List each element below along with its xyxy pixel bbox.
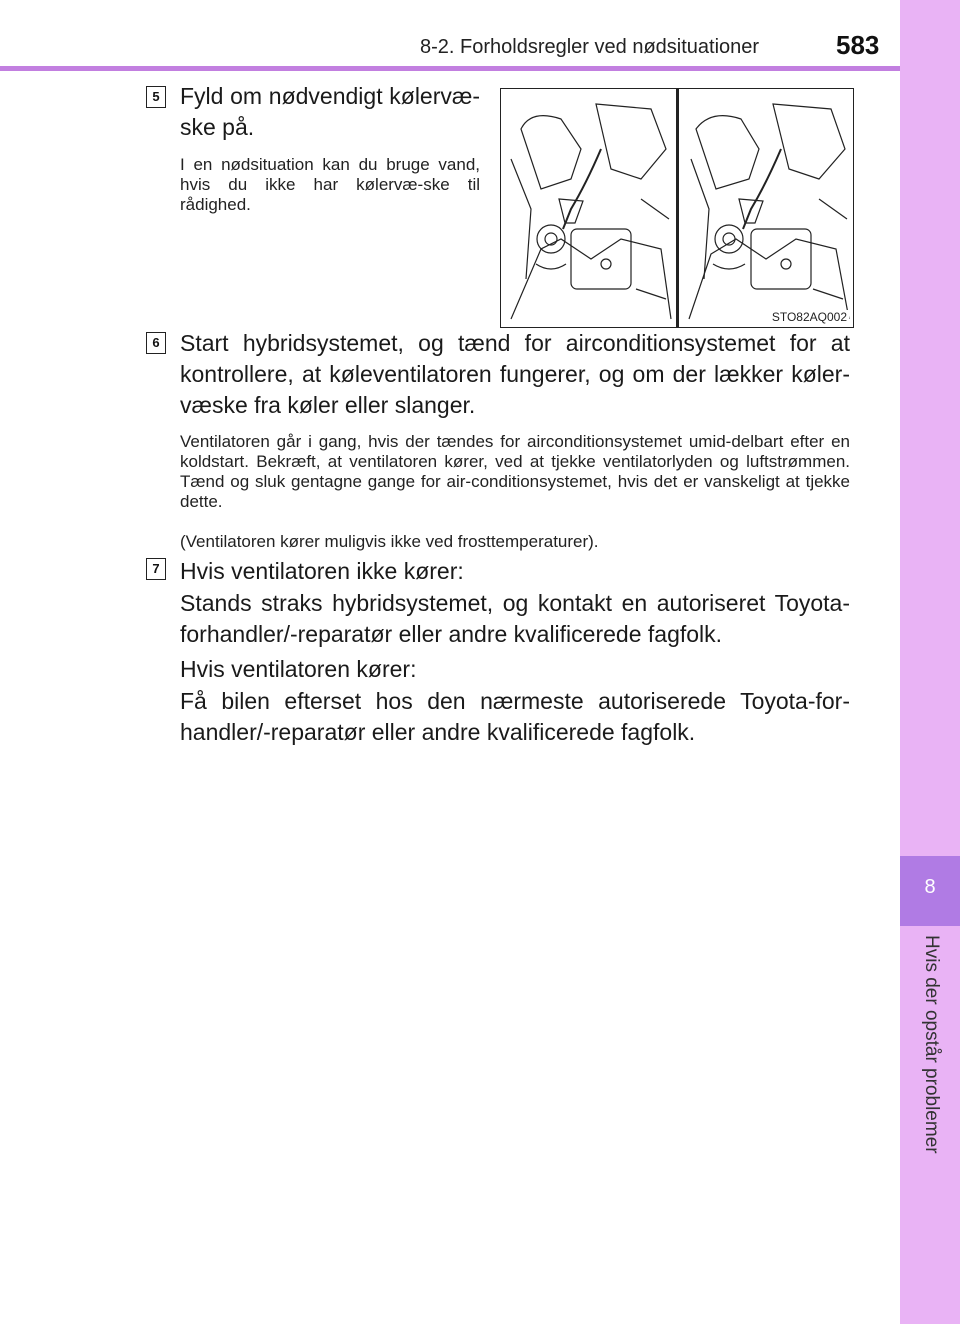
page-number: 583: [836, 30, 880, 60]
chapter-number: 8: [924, 876, 936, 898]
step-6-note: Ventilatoren går i gang, hvis der tændes for airconditionsystemet umid-delbart efter en koldstart. Bekræft, at ventilatoren kører, ved at tjekke ventilatorlyden og luftstrømmen. Tænd og sluk gentagne gange for air-conditionsystemet, hvis det er vanskeligt at tjekke dette.: [180, 432, 850, 511]
step-number-6: 6: [146, 332, 166, 354]
step-6-note-2: (Ventilatoren kører muligvis ikke ved frosttemperaturer).: [180, 532, 599, 551]
chapter-title: Hvis der opstår problemer: [921, 935, 942, 1154]
header-section-title: 8-2. Forholdsregler ved nødsituationer: [420, 36, 760, 58]
figure-divider: [676, 89, 679, 328]
step-7-condition-not-running: Hvis ventilatoren ikke kører:: [180, 558, 464, 584]
step-5-text: Fyld om nødvendigt kølervæ-ske på.: [180, 83, 480, 140]
step-6-text: Start hybridsystemet, og tænd for airconditionsystemet for at kontrollere, at køleventilatoren fungerer, og om der lækker køler-væske fra køler eller slanger.: [180, 330, 850, 418]
header-rule: [0, 66, 900, 71]
step-7-action-running: Få bilen efterset hos den nærmeste autoriserede Toyota-for-handler/-reparatør eller andre kvalificerede fagfolk.: [180, 688, 850, 745]
step-7-condition-running: Hvis ventilatoren kører:: [180, 656, 417, 682]
figure-code: STO82AQ002: [771, 310, 847, 324]
step-7-action-not-running: Stands straks hybridsystemet, og kontakt en autoriseret Toyota-forhandler/-reparatør eller andre kvalificerede fagfolk.: [180, 590, 850, 647]
step-number-5: 5: [146, 86, 166, 108]
coolant-refill-illustration: [500, 88, 854, 328]
step-5-note: I en nødsituation kan du bruge vand, hvis du ikke har kølervæ-ske til rådighed.: [180, 155, 480, 214]
step-number-7: 7: [146, 558, 166, 580]
